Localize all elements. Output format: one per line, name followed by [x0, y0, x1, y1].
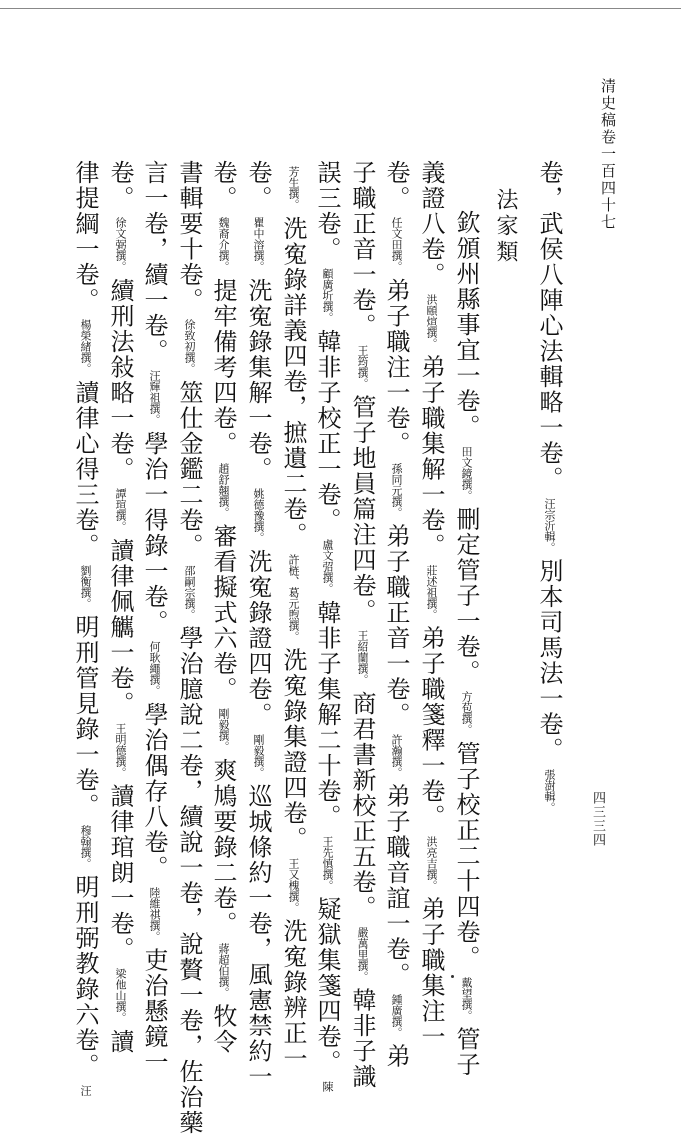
text-column [211, 160, 235, 1055]
main-text: 卷。 [382, 160, 410, 211]
main-text: 巡城條約一卷，風憲禁約一 [244, 783, 272, 1090]
author-note: 何耿繩撰。 [148, 641, 161, 696]
section-heading: 法家類 [493, 188, 518, 266]
main-text: 卷，武侯八陣心法輯略一卷。 [535, 160, 563, 492]
text-column [142, 160, 166, 1075]
main-text: 卷。 [209, 160, 237, 211]
main-text: 誤三卷。 [313, 160, 341, 262]
main-text: 讀律琯朗一卷。 [106, 783, 134, 962]
text-column [108, 160, 132, 1055]
main-text: 洗寃錄辨正一 [279, 918, 307, 1072]
main-text: 管子 [452, 1026, 480, 1078]
author-note: 趙舒翹撰。 [217, 462, 230, 518]
text-column [537, 160, 561, 819]
main-text: 弟 [382, 1043, 410, 1069]
main-text: 提牢備考四卷。 [209, 278, 237, 457]
author-note: 魏裔介撰。 [217, 217, 230, 272]
main-text: 弟子職集注一 [417, 896, 445, 1050]
main-text: 弟子職集解一卷。 [417, 354, 445, 559]
author-note: 陸維祺撰。 [148, 886, 161, 942]
main-text: 洗寃錄詳義四卷，摭遺二卷。 [279, 216, 307, 548]
author-note: 姚德豫撰。 [252, 488, 265, 543]
text-column [281, 160, 305, 1072]
main-text: 卷。 [244, 160, 272, 211]
main-text: 卷。 [106, 160, 134, 211]
author-note: 許瀚撰。 [390, 733, 403, 778]
author-note: 王紹蘭撰。 [356, 630, 369, 685]
author-note: 許梿、葛元煦撰。 [287, 553, 300, 642]
text-column [315, 160, 339, 1098]
main-text: 刪定管子一卷。 [452, 506, 480, 685]
main-text: 明刑管見錄一卷。 [71, 614, 99, 819]
text-column [454, 210, 478, 1078]
main-text: 弟子職音誼一卷。 [382, 783, 410, 988]
page-number: 四三三四 [590, 791, 605, 847]
main-text: 洗寃錄集證四卷。 [279, 647, 307, 852]
main-text: 筮仕金鑑二卷。 [175, 380, 203, 559]
main-text: 言一卷，續一卷。 [140, 160, 168, 364]
main-text: 爽鳩要錄二卷。 [209, 758, 237, 937]
author-note: 盧文弨撰。 [321, 539, 334, 594]
text-column [419, 160, 443, 1050]
text-column [246, 160, 270, 1090]
main-text: 別本司馬法一卷。 [535, 558, 563, 763]
main-text: 學治臆說二卷，續說一卷，說贅一卷，佐治藥 [175, 625, 203, 1136]
author-note: 梁他山撰。 [114, 968, 127, 1023]
author-note: 嚴萬里撰。 [356, 926, 369, 982]
main-text: 吏治懸鏡一 [140, 947, 168, 1075]
main-text: 學治偶存八卷。 [140, 702, 168, 881]
author-note: 王又槐撰。 [287, 857, 300, 913]
main-text: 管子校正二十四卷。 [452, 741, 480, 971]
author-note: 莊述祖撰。 [425, 564, 438, 620]
author-note: 孫同元撰。 [390, 462, 403, 518]
main-text: 韓非子集解二十卷。 [313, 600, 341, 830]
main-text: 欽頒州縣事宜一卷。 [452, 210, 480, 440]
main-text: 韓非子識 [348, 987, 376, 1090]
running-head: 清史稿卷一百四十七 [599, 78, 617, 231]
text-column [384, 160, 408, 1069]
main-text: 子職正音一卷。 [348, 160, 376, 339]
main-text: 弟子職注一卷。 [382, 278, 410, 457]
author-note: 戴望撰。 [460, 976, 473, 1021]
author-note: 剛毅撰。 [217, 708, 230, 752]
main-text: 審看擬式六卷。 [209, 523, 237, 702]
author-note: 瞿中溶撰。 [252, 217, 265, 272]
author-note: 田文鏡撰。 [460, 445, 473, 501]
main-text: 洗寃錄證四卷。 [244, 549, 272, 728]
main-text: 讀律心得三卷。 [71, 380, 99, 559]
main-text: 讀 [106, 1029, 134, 1055]
author-note: 王筠撰。 [356, 344, 369, 389]
main-text: 洗寃錄集解一卷。 [244, 278, 272, 482]
main-text: 讀律佩觽一卷。 [106, 538, 134, 717]
scan-edge-rule [0, 8, 681, 9]
main-text: 管子地員篇注四卷。 [348, 394, 376, 624]
main-text: 弟子職箋釋一卷。 [417, 625, 445, 830]
author-note: 任文田撰。 [390, 217, 403, 272]
author-note: 鍾廣撰。 [390, 993, 403, 1038]
author-note: 楊榮緒撰。 [79, 319, 92, 374]
author-note: 譚瑄撰。 [114, 488, 127, 532]
author-note: 汪輝祖撰。 [148, 370, 161, 425]
main-text: 疑獄集箋四卷。 [313, 896, 341, 1075]
author-note: 陳 [321, 1081, 334, 1092]
author-note: 顧廣圻撰。 [321, 268, 334, 323]
author-note: 芳生撰。 [287, 166, 300, 210]
text-column [350, 160, 374, 1090]
main-text: 續刑法敍略一卷。 [106, 278, 134, 482]
author-note: 張澍輯。 [543, 768, 556, 813]
main-text: 牧令 [209, 1003, 237, 1055]
main-text: 弟子職正音一卷。 [382, 523, 410, 728]
main-text: 義證八卷。 [417, 160, 445, 288]
author-note: 方苞撰。 [460, 691, 473, 735]
author-note: 汪 [79, 1084, 92, 1096]
author-note: 汪宗沂輯。 [543, 497, 556, 553]
main-text: 律提綱一卷。 [71, 160, 99, 313]
author-note: 蔣超伯撰。 [217, 942, 230, 998]
author-note: 穆翰撰。 [79, 824, 92, 869]
main-text: 商君書新校正五卷。 [348, 691, 376, 921]
author-note: 邵嗣宗撰。 [183, 564, 196, 620]
main-text: 明刑弼教錄六卷。 [71, 874, 99, 1079]
author-note: 徐文弼撰。 [114, 217, 127, 272]
scan-speck [451, 975, 454, 978]
author-note: 王明德撰。 [114, 722, 127, 778]
author-note: 徐致初撰。 [183, 319, 196, 374]
main-text: 書輯要十卷。 [175, 160, 203, 313]
author-note: 洪頤煊撰。 [425, 293, 438, 349]
main-text: 韓非子校正一卷。 [313, 329, 341, 533]
author-note: 洪亮吉撰。 [425, 835, 438, 891]
main-text: 學治一得錄一卷。 [140, 431, 168, 635]
author-note: 王先慎撰。 [321, 835, 334, 891]
text-column [177, 160, 201, 1136]
author-note: 剛毅撰。 [252, 733, 265, 778]
author-note: 劉衡撰。 [79, 564, 92, 609]
text-column [73, 160, 97, 1102]
